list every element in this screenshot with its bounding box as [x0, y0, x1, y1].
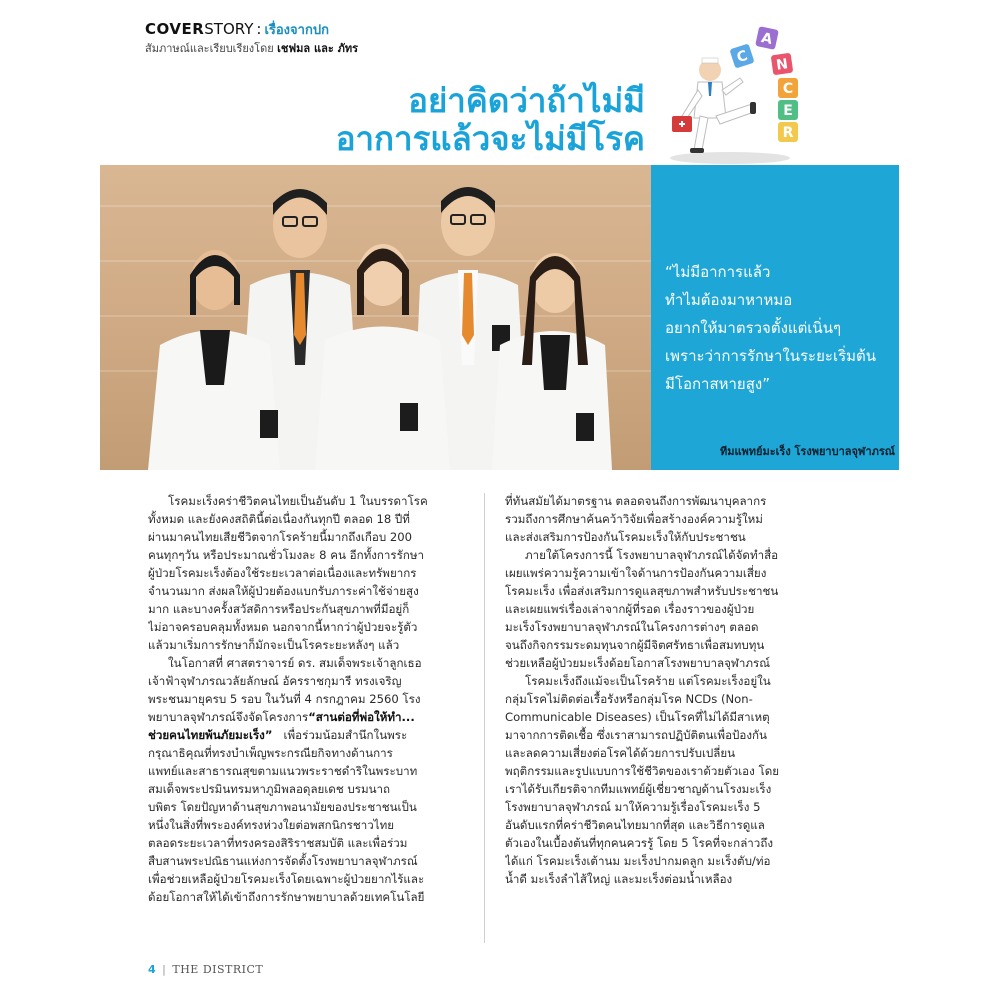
doctor-figure-icon: [672, 58, 756, 153]
paragraph-text: พยาบาลจุฬาภรณ์จึงจัดโครงการ: [148, 710, 309, 724]
paragraph-line: มาจากการติดเชื้อ ซึ่งเราสามารถปฏิบัติตนเพื่อป้องกัน: [505, 728, 767, 742]
paragraph-line: โรคมะเร็งคร่าชีวิตคนไทยเป็นอันดับ 1 ในบรรดาโรค: [168, 494, 428, 508]
paragraph-line: ไม่อาจครอบคลุมทั้งหมด นอกจากนี้หากว่าผู้ป่วยจะรู้ตัว: [148, 620, 418, 634]
paragraph-line: และลดความเสี่ยงต่อโรคได้ด้วยการปรับเปลี่ยน: [505, 746, 736, 760]
paragraph-line: น้ำดี มะเร็งลำไส้ใหญ่ และมะเร็งต่อมน้ำเหลือง: [505, 872, 733, 886]
paragraph-line: ทั้งหมด และยังคงสถิตินี้ต่อเนื่องกันทุกปี ตลอด 18 ปีที่: [148, 512, 410, 526]
block-letter: E: [783, 103, 793, 119]
pull-quote: [665, 258, 895, 398]
paragraph-line: พระชนมายุครบ 5 รอบ ในวันที่ 4 กรกฎาคม 2560 โรง: [148, 692, 421, 706]
article-headline: [336, 82, 645, 158]
paragraph-line: กรุณาธิคุณที่ทรงบำเพ็ญพระกรณียกิจทางด้านการ: [148, 746, 393, 760]
paragraph-line: โรงพยาบาลจุฬาภรณ์ มาให้ความรู้เรื่องโรคมะเร็ง 5: [505, 800, 761, 814]
cover-word: COVER: [145, 20, 205, 38]
paragraph-line: ได้แก่ โรคมะเร็งเต้านม มะเร็งปากมดลูก มะเร็งตับ/ท่อ: [505, 854, 771, 868]
paragraph-line: มาก และบางครั้งสวัสดิการหรือประกันสุขภาพที่มีอยู่ก็: [148, 602, 410, 616]
paragraph-line: จำนวนมาก ส่งผลให้ผู้ป่วยต้องแบกรับภาระค่าใช้จ่ายสูง: [148, 584, 419, 598]
cover-story-label: [145, 20, 358, 40]
quote-line: “ไม่มีอาการแล้ว: [665, 263, 771, 281]
paragraph-line: ตลอดระยะเวลาที่ทรงครองสิริราชสมบัติ และเพื่อร่วม: [148, 836, 408, 850]
column-divider: [484, 493, 485, 943]
headline-line-1: อย่าคิดว่าถ้าไม่มี: [408, 81, 645, 120]
project-name-bold: “สานต่อที่พ่อให้ทำ...: [308, 710, 415, 724]
paragraph-line: หนึ่งในสิ่งที่พระองค์ทรงห่วงใยต่อพสกนิกรชาวไทย: [148, 818, 395, 832]
paragraph-line: จนถึงกิจกรรมระดมทุนจากผู้มีจิตศรัทธาเพื่อสมทบทุน: [505, 638, 765, 652]
paragraph-line: แล้วมาเริ่มการรักษาก็มักจะเป็นโรคระยะหลังๆ แล้ว: [148, 638, 400, 652]
paragraph-line: เราได้รับเกียรติจากทีมแพทย์ผู้เชี่ยวชาญด้านโรงมะเร็ง: [505, 782, 772, 796]
right-column: [505, 492, 825, 888]
paragraph-line: ด้อยโอกาสให้ได้เข้าถึงการรักษาพยาบาลด้วยเทคโนโลยี: [148, 890, 425, 904]
paragraph-line: ภายใต้โครงการนี้ โรงพยาบาลจุฬาภรณ์ได้จัดทำสื่อ: [525, 548, 779, 562]
quote-line: ทำไมต้องมาหาหมอ: [665, 291, 793, 309]
doctor-kicking-cancer-blocks-icon: [660, 18, 840, 168]
paragraph-line: [148, 708, 468, 726]
paragraph-line: สืบสานพระปณิธานแห่งการจัดตั้งโรงพยาบาลจุฬาภรณ์: [148, 854, 418, 868]
paragraph-line: แพทย์และสาธารณสุขตามแนวพระราชดำริในพระบาท: [148, 764, 418, 778]
page-number: 4: [148, 963, 157, 976]
paragraph-line: และเผยแพร่เรื่องเล่าจากผู้ที่รอด เรื่องราวของผู้ป่วย: [505, 602, 755, 616]
paragraph-line: มะเร็งโรงพยาบาลจุฬาภรณ์ในโครงการต่างๆ ตลอด: [505, 620, 759, 634]
section-label: เรื่องจากปก: [264, 23, 329, 38]
block-letter: N: [775, 56, 790, 74]
paragraph-line: เพื่อช่วยเหลือผู้ป่วยโรคมะเร็งโดยเฉพาะผู้ป่วยยากไร้และ: [148, 872, 425, 886]
paragraph-line: บพิตร โดยปัญหาด้านสุขภาพอนามัยของประชาชนเป็น: [148, 800, 417, 814]
block-letter: C: [734, 47, 750, 67]
team-photo: [100, 165, 651, 470]
paragraph-line: ในโอกาสที่ ศาสตราจารย์ ดร. สมเด็จพระเจ้าลูกเธอ: [168, 656, 422, 670]
quote-line: มีโอกาสหายสูง”: [665, 375, 770, 393]
paragraph-line: พฤติกรรมและรูปแบบการใช้ชีวิตของเราด้วยตัวเอง โดย: [505, 764, 780, 778]
story-word: STORY: [204, 20, 254, 38]
paragraph-line: เจ้าฟ้าจุฬาภรณวลัยลักษณ์ อัครราชกุมารี ทรงเจริญ: [148, 674, 402, 688]
paragraph-line: รวมถึงการศึกษาค้นคว้าวิจัยเพื่อสร้างองค์ความรู้ใหม่: [505, 512, 763, 526]
paragraph-line: ตัวเองในเบื้องต้นที่ทุกคนควรรู้ โดย 5 โรคที่จะกล่าวถึง: [505, 836, 773, 850]
paragraph-line: ที่ทันสมัยได้มาตรฐาน ตลอดจนถึงการพัฒนาบุคลากร: [505, 494, 767, 508]
paragraph-line: เผยแพร่ความรู้ความเข้าใจด้านการป้องกันความเสี่ยง: [505, 566, 767, 580]
byline-names: เชฟมล และ ภัทร: [277, 42, 358, 55]
block-letter: C: [782, 81, 794, 97]
doctors-group-icon: [100, 165, 651, 470]
byline: [145, 41, 358, 56]
paragraph-line: ผ่านมาคนไทยเสียชีวิตจากโรคร้ายนี้มากถึงเกือบ 200: [148, 530, 413, 544]
shadow-icon: [670, 152, 790, 164]
paragraph-line: [148, 726, 468, 744]
section-separator: :: [256, 20, 262, 38]
left-column: [148, 492, 468, 906]
paragraph-line: โรคมะเร็งถึงแม้จะเป็นโรคร้าย แต่โรคมะเร็งอยู่ใน: [525, 674, 771, 688]
paragraph-text: เพื่อร่วมน้อมสำนึกในพระ: [283, 728, 408, 742]
headline-line-2: อาการแล้วจะไม่มีโรค: [335, 119, 645, 158]
byline-prefix: สัมภาษณ์และเรียบเรียงโดย: [145, 42, 274, 55]
doctor-woman-icon: [315, 244, 450, 470]
paragraph-line: และส่งเสริมการป้องกันโรคมะเร็งให้กับประชาชน: [505, 530, 746, 544]
paragraph-line: ช่วยเหลือผู้ป่วยมะเร็งด้อยโอกาสโรงพยาบาลจุฬาภรณ์: [505, 656, 770, 670]
block-letter: R: [782, 125, 794, 141]
publication-name: THE DISTRICT: [172, 963, 264, 976]
paragraph-line: สมเด็จพระปรมินทรมหาภูมิพลอดุลยเดช บรมนาถ: [148, 782, 391, 796]
quote-line: อยากให้มาตรวจตั้งแต่เนิ่นๆ: [665, 319, 842, 337]
paragraph-line: โรคมะเร็ง เพื่อส่งเสริมการดูแลสุขภาพสำหรับประชาชน: [505, 584, 779, 598]
quote-attribution: ทีมแพทย์มะเร็ง โรงพยาบาลจุฬาภรณ์: [719, 445, 895, 458]
paragraph-line: ผู้ป่วยโรคมะเร็งต้องใช้ระยะเวลาต่อเนื่องและทรัพยากร: [148, 566, 417, 580]
page-footer: [148, 963, 263, 976]
footer-separator: |: [162, 963, 167, 976]
article-header: [145, 20, 358, 56]
paragraph-line: Communicable Diseases) เป็นโรคที่ไม่ได้มีสาเหตุ: [505, 710, 770, 724]
project-name-bold-cont: ช่วยคนไทยพ้นภัยมะเร็ง”: [148, 728, 273, 742]
paragraph-line: อันดับแรกที่คร่าชีวิตคนไทยมากที่สุด และวิธีการดูแล: [505, 818, 765, 832]
paragraph-line: คนทุกๆวัน หรือประมาณชั่วโมงละ 8 คน อีกทั้งการรักษา: [148, 548, 425, 562]
quote-line: เพราะว่าการรักษาในระยะเริ่มต้น: [665, 347, 877, 365]
paragraph-line: กลุ่มโรคไม่ติดต่อเรื้อรังหรือกลุ่มโรค NCDs (Non-: [505, 692, 753, 706]
block-letter: A: [759, 30, 774, 48]
